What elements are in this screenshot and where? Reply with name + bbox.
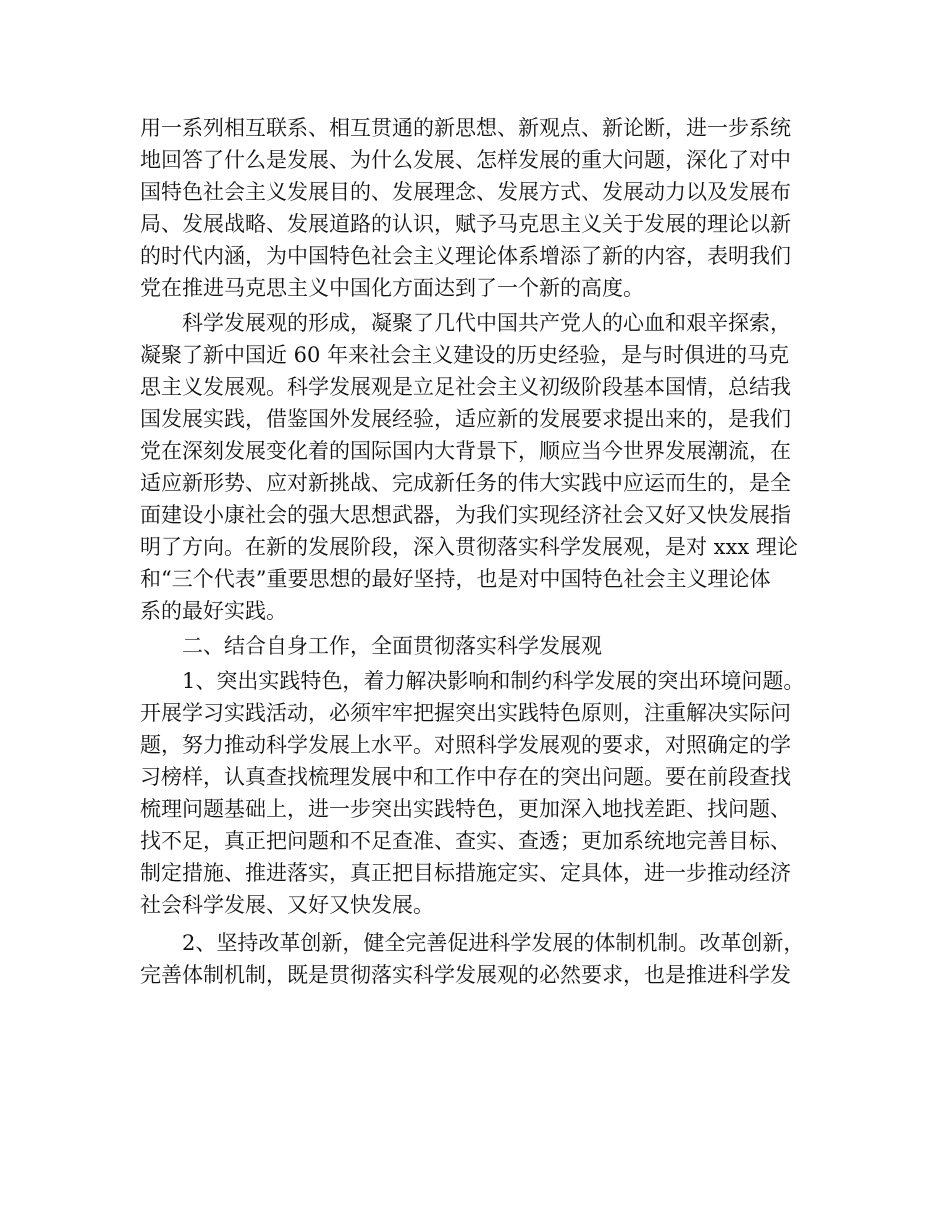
text-line: 2、坚持改革创新，健全完善促进科学发展的体制机制。改革创新， — [140, 931, 805, 955]
text-line: 系的最好实践。 — [140, 599, 287, 623]
paragraph — [140, 112, 830, 304]
text-line: 制定措施、推进落实，真正把目标措施定实、定具体，进一步推动经济 — [140, 861, 791, 885]
section-heading — [140, 630, 830, 662]
text-line: 1、突出实践特色，着力解决影响和制约科学发展的突出环境问题。 — [140, 669, 805, 693]
paragraph — [140, 927, 830, 991]
text-line: 局、发展战略、发展道路的认识，赋予马克思主义关于发展的理论以新 — [140, 212, 791, 236]
text-line: 党在深刻发展变化着的国际国内大背景下，顺应当今世界发展潮流，在 — [140, 439, 791, 463]
text-line: 面建设小康社会的强大思想武器，为我们实现经济社会又好又快发展指 — [140, 503, 791, 527]
text-line: 开展学习实践活动，必须牢牢把握突出实践特色原则，注重解决实际问 — [140, 701, 791, 725]
document-body — [140, 112, 830, 991]
text-line: 凝聚了新中国近 60 年来社会主义建设的历史经验，是与时俱进的马克 — [140, 343, 790, 367]
text-line: 完善体制机制，既是贯彻落实科学发展观的必然要求，也是推进科学发 — [140, 963, 791, 987]
text-line: 国特色社会主义发展目的、发展理念、发展方式、发展动力以及发展布 — [140, 180, 791, 204]
text-line: 国发展实践，借鉴国外发展经验，适应新的发展要求提出来的，是我们 — [140, 407, 791, 431]
heading-line: 二、结合自身工作，全面贯彻落实科学发展观 — [140, 634, 602, 658]
text-line: 和“三个代表”重要思想的最好坚持，也是对中国特色社会主义理论体 — [140, 567, 771, 591]
paragraph — [140, 665, 830, 921]
text-line: 找不足，真正把问题和不足查准、查实、查透；更加系统地完善目标、 — [140, 829, 791, 853]
text-line: 明了方向。在新的发展阶段，深入贯彻落实科学发展观，是对 xxx 理论 — [140, 535, 798, 559]
text-line: 用一系列相互联系、相互贯通的新思想、新观点、新论断，进一步系统 — [140, 116, 791, 140]
text-line: 题，努力推动科学发展上水平。对照科学发展观的要求，对照确定的学 — [140, 733, 791, 757]
text-line: 梳理问题基础上，进一步突出实践特色，更加深入地找差距、找问题、 — [140, 797, 791, 821]
text-line: 社会科学发展、又好又快发展。 — [140, 893, 434, 917]
text-line: 科学发展观的形成，凝聚了几代中国共产党人的心血和艰辛探索， — [140, 311, 791, 335]
text-line: 思主义发展观。科学发展观是立足社会主义初级阶段基本国情，总结我 — [140, 375, 791, 399]
text-line: 习榜样，认真查找梳理发展中和工作中存在的突出问题。要在前段查找 — [140, 765, 791, 789]
text-line: 党在推进马克思主义中国化方面达到了一个新的高度。 — [140, 276, 644, 300]
text-line: 适应新形势、应对新挑战、完成新任务的伟大实践中应运而生的，是全 — [140, 471, 791, 495]
text-line: 的时代内涵，为中国特色社会主义理论体系增添了新的内容，表明我们 — [140, 244, 791, 268]
text-line: 地回答了什么是发展、为什么发展、怎样发展的重大问题，深化了对中 — [140, 148, 791, 172]
paragraph — [140, 307, 830, 627]
